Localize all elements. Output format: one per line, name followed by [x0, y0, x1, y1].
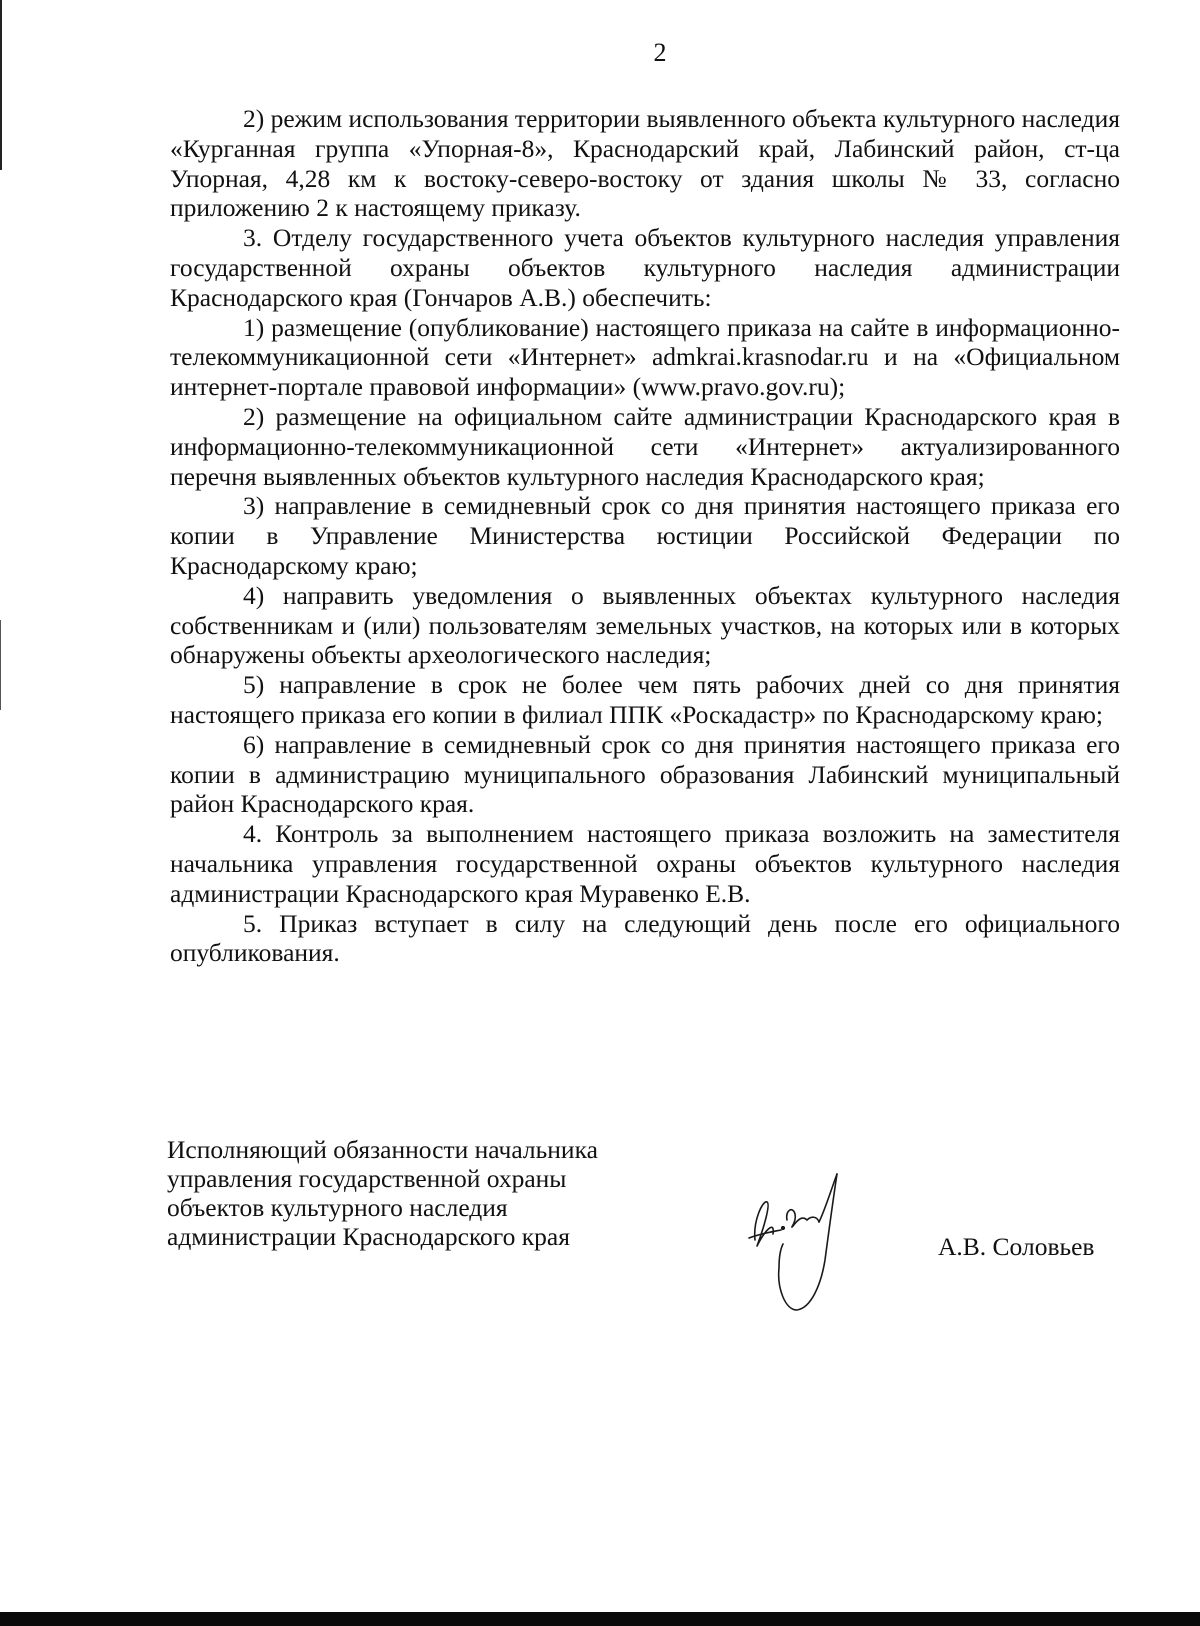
signer-name: А.В. Соловьев — [938, 1232, 1095, 1261]
paragraph-3-5-roskadastr-copy: 5) направление в срок не более чем пять рабочих дней со дня принятия настоящего приказа его копии в филиал ППК «Роскадастр» по Краснодарскому краю; — [170, 670, 1120, 729]
paragraph-3-2-website-list: 2) размещение на официальном сайте администрации Краснодарского края в информационно-телекоммуникационной сети «Интернет» актуализированного перечня выявленных объектов культурного наследия Краснодарского края; — [170, 401, 1120, 491]
paragraph-4-control: 4. Контроль за выполнением настоящего приказа возложить на заместителя начальника управления государственной охраны объектов культурного наследия администрации Краснодарского края Муравенко Е.В. — [170, 819, 1120, 908]
paragraph-3-6-municipality-copy: 6) направление в семидневный срок со дня принятия настоящего приказа его копии в администрацию муниципального образования Лабинский муниципальный район Краснодарского края. — [170, 729, 1120, 819]
position-line: Исполняющий обязанности начальника — [167, 1135, 598, 1164]
paragraph-3-1-publication: 1) размещение (опубликование) настоящего приказа на сайте в информационно-телекоммуникационной сети «Интернет» admkrai.krasnodar.ru и на «Официальном интернет-портале правовой информации» (www.pravo.gov.ru); — [170, 312, 1120, 402]
scan-edge-mark — [0, 0, 2, 170]
handwritten-signature — [745, 1160, 875, 1350]
paragraph-item-2-regime: 2) режим использования территории выявленного объекта культурного наследия «Курганная группа «Упорная-8», Краснодарский край, Лабинский район, ст-ца Упорная, 4,28 км к востоку-северо-востоку от здания школы № 33, согласно приложению 2 к настоящему приказу. — [170, 104, 1120, 223]
paragraph-3-department-tasks: 3. Отделу государственного учета объектов культурного наследия управления государственной охраны объектов культурного наследия администрации Краснодарского края (Гончаров А.В.) обеспечить: — [170, 223, 1120, 312]
position-line: администрации Краснодарского края — [167, 1222, 570, 1251]
position-line: управления государственной охраны — [167, 1164, 567, 1193]
position-line: объектов культурного наследия — [167, 1193, 508, 1222]
signatory-position — [167, 1135, 687, 1251]
paragraph-3-3-ministry-copy: 3) направление в семидневный срок со дня принятия настоящего приказа его копии в Управление Министерства юстиции Российской Федерации по Краснодарскому краю; — [170, 491, 1120, 580]
paragraph-3-4-notifications: 4) направить уведомления о выявленных объектах культурного наследия собственникам и (или) пользователям земельных участков, на которых или в которых обнаружены объекты археологического наследия; — [170, 580, 1120, 670]
scan-bottom-border — [0, 1612, 1200, 1626]
document-body — [170, 104, 1120, 968]
paragraph-5-effective-date: 5. Приказ вступает в силу на следующий день после его официального опубликования. — [170, 908, 1120, 968]
scan-edge-mark-lower — [0, 620, 1, 710]
page-number: 2 — [653, 38, 667, 67]
